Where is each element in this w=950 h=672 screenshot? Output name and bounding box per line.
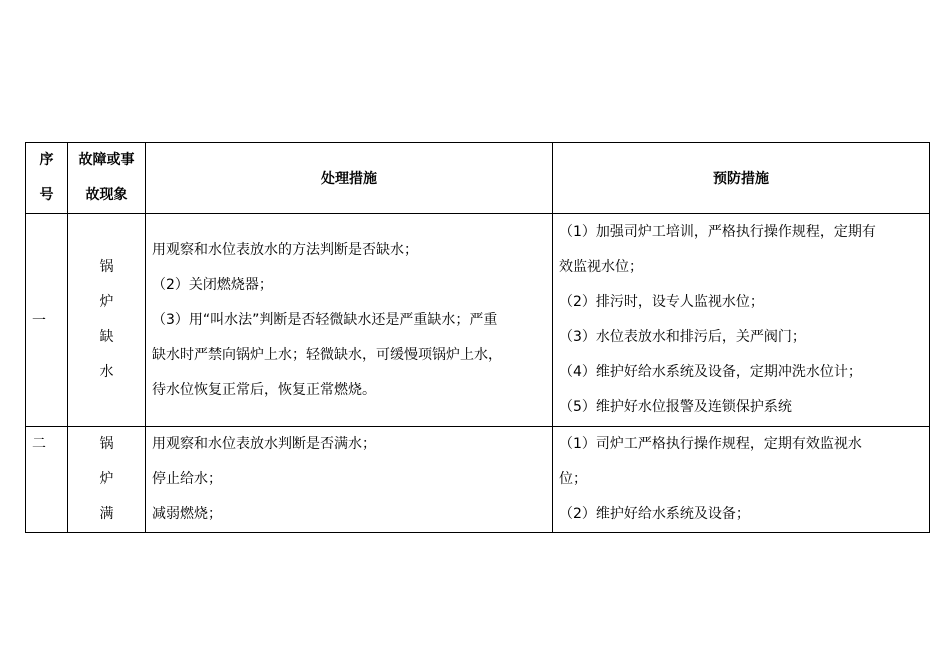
table-header-row [26,143,930,214]
header-phenomenon-line: 故现象 [85,187,128,203]
prevention-line: （3）水位表放水和排污后，关严阀门； [559,329,806,345]
header-handling: 处理措施 [146,143,553,214]
handling-line: 待水位恢复正常后，恢复正常燃烧。 [152,381,376,398]
row-prevention [553,427,930,533]
row-index: 二 [26,427,68,533]
handling-line: 用观察和水位表放水判断是否满水； [152,436,376,452]
prevention-line: 效监视水位； [559,259,643,275]
handling-line: 缺水时严禁向锅炉上水；轻微缺水，可缓慢项锅炉上水， [152,346,502,363]
handling-line: （2）关闭燃烧器； [152,276,273,293]
prevention-line: 位； [559,471,587,487]
phenomenon-char: 满 [99,506,114,522]
row-phenomenon [68,214,146,427]
phenomenon-char: 锅 [99,436,114,452]
header-prevention: 预防措施 [553,143,930,214]
prevention-line: （1）加强司炉工培训，严格执行操作规程，定期有 [559,224,876,240]
header-index-cell [26,143,68,214]
phenomenon-char: 炉 [99,471,114,487]
row-index: 一 [26,214,68,427]
prevention-line: （4）维护好给水系统及设备，定期冲洗水位计； [559,364,862,380]
row-handling [146,427,553,533]
prevention-line: （2）排污时，设专人监视水位； [559,294,764,310]
prevention-line: （2）维护好给水系统及设备； [559,506,750,522]
row-prevention [553,214,930,427]
phenomenon-char: 缺 [99,329,114,345]
phenomenon-char: 水 [99,364,114,380]
prevention-line: （1）司炉工严格执行操作规程，定期有效监视水 [559,436,862,452]
prevention-line: （5）维护好水位报警及连锁保护系统 [559,399,792,415]
row-phenomenon [68,427,146,533]
phenomenon-char: 锅 [99,259,114,275]
handling-line: （3）用“叫水法”判断是否轻微缺水还是严重缺水；严重 [152,311,498,328]
row-handling [146,214,553,427]
handling-line: 用观察和水位表放水的方法判断是否缺水； [152,241,418,258]
handling-line: 停止给水； [152,471,222,487]
fault-handling-table [25,142,930,533]
header-index-line: 序 [39,152,54,168]
header-phenomenon-cell [68,143,146,214]
header-phenomenon-line: 故障或事 [78,152,135,168]
phenomenon-char: 炉 [99,294,114,310]
handling-line: 减弱燃烧； [152,506,222,522]
table-row [26,427,930,533]
table-row [26,214,930,427]
header-index-line: 号 [39,187,54,203]
